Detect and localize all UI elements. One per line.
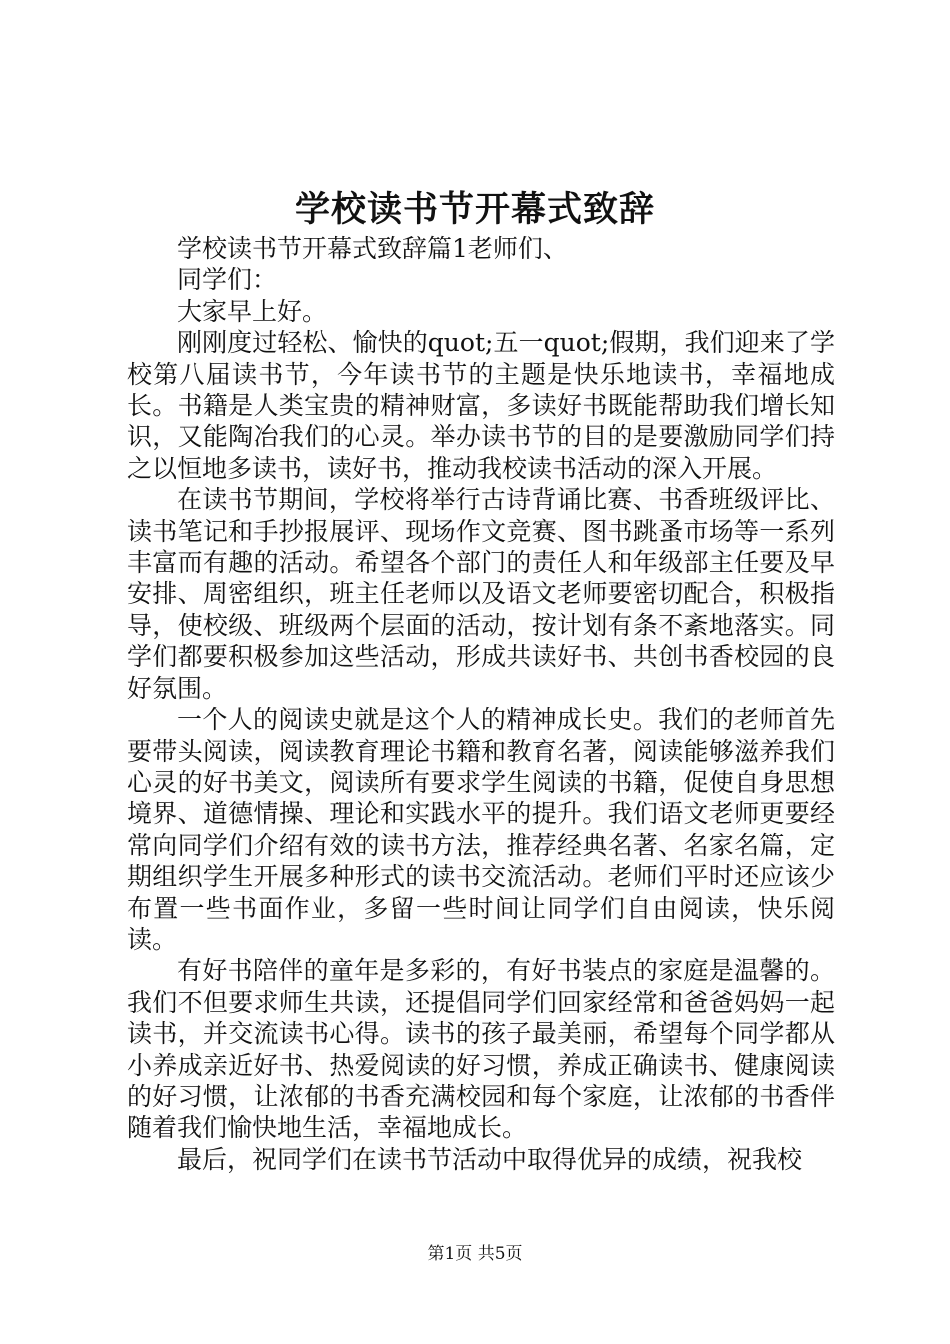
paragraph-closing: 最后，祝同学们在读书节活动中取得优异的成绩，祝我校 — [177, 1144, 803, 1174]
paragraph-teachers-reading: 一个人的阅读史就是这个人的精神成长史。我们的老师首先要带头阅读，阅读教育理论书籍和教育名著，阅读能够滋养我们心灵的好书美文，阅读所有要求学生阅读的书籍，促使自身思想境界、道德情操、理论和实践水平的提升。我们语文老师更要经常向同学们介绍有效的读书方法，推荐经典名著、名家名篇，定期组织学生开展多种形式的读书交流活动。老师们平时还应该少布置一些书面作业，多留一些时间让同学们自由阅读，快乐阅读。 — [127, 705, 835, 954]
paragraph-family-reading: 有好书陪伴的童年是多彩的，有好书装点的家庭是温馨的。我们不但要求师生共读，还提倡同学们回家经常和爸爸妈妈一起读书，并交流读书心得。读书的孩子最美丽，希望每个同学都从小养成亲近好书、热爱阅读的好习惯，养成正确读书、健康阅读的好习惯，让浓郁的书香充满校园和每个家庭，让浓郁的书香伴随着我们愉快地生活，幸福地成长。 — [127, 956, 835, 1143]
page-number-footer: 第1页 共5页 — [427, 1244, 523, 1264]
paragraph-reading-festival-intro: 刚刚度过轻松、愉快的quot;五一quot;假期，我们迎来了学校第八届读书节，今年读书节的主题是快乐地读书，幸福地成长。书籍是人类宝贵的精神财富，多读好书既能帮助我们增长知识，又能陶冶我们的心灵。举办读书节的目的是要激励同学们持之以恒地多读书，读好书，推动我校读书活动的深入开展。 — [127, 328, 835, 483]
paragraph-greeting-heading: 学校读书节开幕式致辞篇1老师们、 — [177, 234, 568, 263]
paragraph-good-morning: 大家早上好。 — [177, 296, 328, 326]
paragraph-activities: 在读书节期间，学校将举行古诗背诵比赛、书香班级评比、读书笔记和手抄报展评、现场作文竞赛、图书跳蚤市场等一系列丰富而有趣的活动。希望各个部门的责任人和年级部主任要及早安排、周密组织，班主任老师以及语文老师要密切配合，积极指导，使校级、班级两个层面的活动，按计划有条不紊地落实。同学们都要积极参加这些活动，形成共读好书、共创书香校园的良好氛围。 — [127, 485, 835, 703]
paragraph-greeting-students: 同学们： — [177, 265, 278, 295]
document-body — [127, 233, 835, 1175]
document-title: 学校读书节开幕式致辞 — [294, 189, 655, 230]
